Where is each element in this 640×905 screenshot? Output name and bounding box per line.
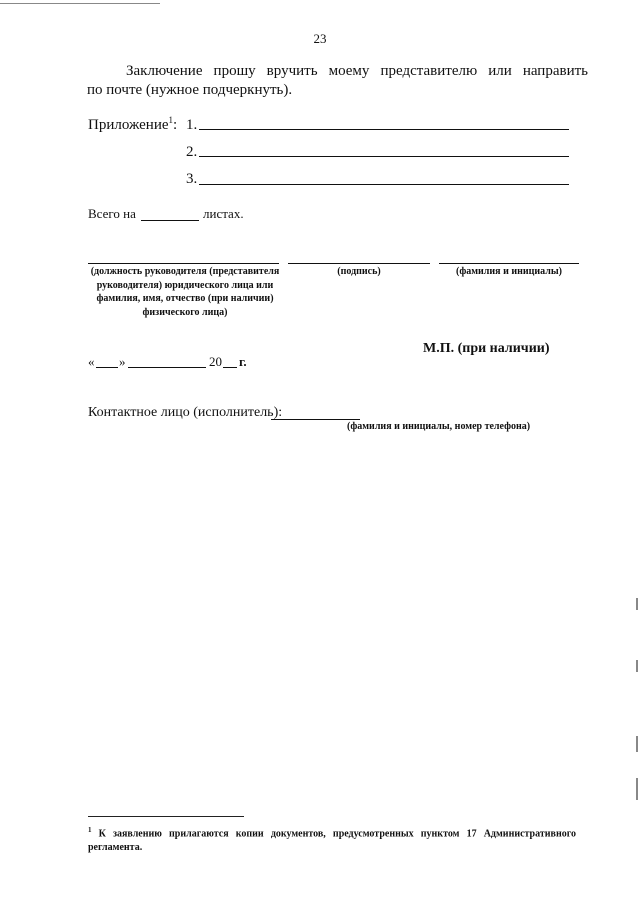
attachment-item-3-line[interactable] [199,184,569,185]
footnote-text: К заявлению прилагаются копии документов, предусмотренных пунктом 17 Административного регламента. [88,828,576,854]
edge-mark [636,778,638,800]
footnote-mark: 1 [88,826,92,834]
edge-mark [636,736,638,752]
edge-mark [636,598,638,610]
sheets-suffix: листах. [203,206,244,221]
edge-mark [636,660,638,672]
attachment-item-3-number: 3. [186,171,198,187]
top-edge-line [0,3,160,4]
position-line[interactable] [88,263,279,264]
contact-line[interactable] [271,419,360,420]
attachment-label [88,115,177,134]
attachment-item-2-line[interactable] [199,156,569,157]
sheets-count-line[interactable] [141,220,199,221]
date-day-line[interactable] [96,367,118,368]
delivery-request-line-1: Заключение прошу вручить моему представителю или направить [126,63,588,79]
attachment-item-1-number: 1. [186,117,198,133]
stamp-label: М.П. (при наличии) [423,341,550,356]
signature-line[interactable] [288,263,430,264]
contact-caption: (фамилия и инициалы, номер телефона) [347,421,531,432]
contact-label: Контактное лицо (исполнитель): [88,405,283,420]
date-close-quote: » [119,354,126,369]
name-initials-caption: (фамилия и инициалы) [455,266,562,277]
date-year-suffix: г. [239,354,247,369]
name-initials-line[interactable] [439,263,579,264]
page-number: 23 [313,31,327,46]
attachment-label-text: Приложение [88,117,169,133]
attachment-footnote-mark: 1 [168,115,174,125]
footnote [88,823,576,855]
position-caption: (должность руководителя (представителя руководителя) юридического лица или фамилия, имя, отчество (при наличии) физического лица) [90,266,280,318]
date-year-prefix: 20 [209,354,222,369]
delivery-request-line-2: по почте (нужное подчеркнуть). [87,82,293,98]
sheets-prefix: Всего на [88,206,136,221]
attachment-colon: : [173,117,178,133]
attachment-item-1-line[interactable] [199,129,569,130]
signature-caption: (подпись) [337,266,381,277]
date-open-quote: « [88,354,95,369]
footnote-separator [88,816,244,817]
date-year-line[interactable] [223,367,237,368]
attachment-item-2-number: 2. [186,144,198,160]
date-month-line[interactable] [128,367,206,368]
